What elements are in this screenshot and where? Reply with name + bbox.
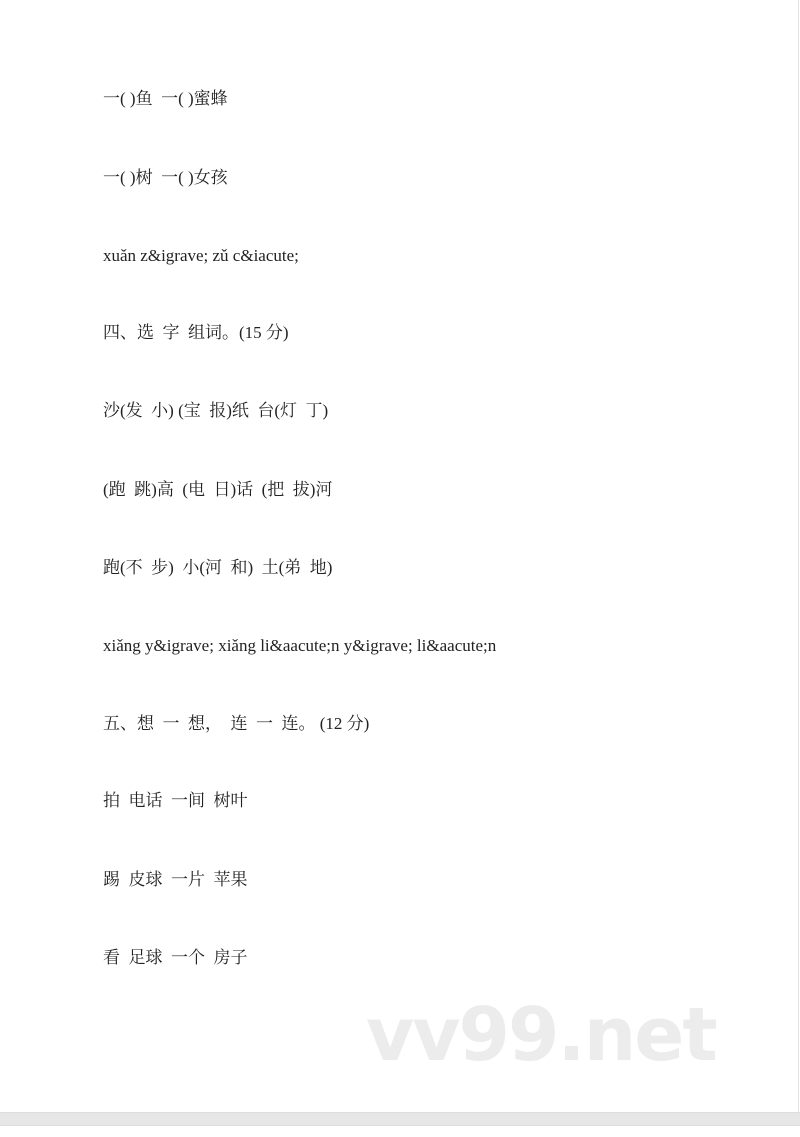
text-line: 踢 皮球 一片 苹果 (103, 870, 248, 889)
text-line: 看 足球 一个 房子 (103, 948, 248, 967)
section-heading: 五、想 一 想， 连 一 连。 (12 分) (103, 714, 370, 733)
text-line: 跑(不 步) 小(河 和) 土(弟 地) (103, 558, 333, 577)
watermark: vv99.net (366, 992, 716, 1078)
section-heading: 四、选 字 组词。(15 分) (103, 323, 289, 342)
text-line: 一( )鱼 一( )蜜蜂 (103, 89, 228, 108)
pinyin-line: xuǎn z&igrave; zǔ c&iacute; (103, 246, 299, 265)
text-line: 拍 电话 一间 树叶 (103, 791, 248, 810)
pinyin-line: xiǎng y&igrave; xiǎng li&aacute;n y&igrave; li&aacute;n (103, 636, 497, 655)
text-line: 沙(发 小) (宝 报)纸 台(灯 丁) (103, 401, 329, 420)
text-line: (跑 跳)高 (电 日)话 (把 拔)河 (103, 480, 333, 499)
page-separator (0, 1112, 800, 1126)
text-line: 一( )树 一( )女孩 (103, 168, 228, 187)
